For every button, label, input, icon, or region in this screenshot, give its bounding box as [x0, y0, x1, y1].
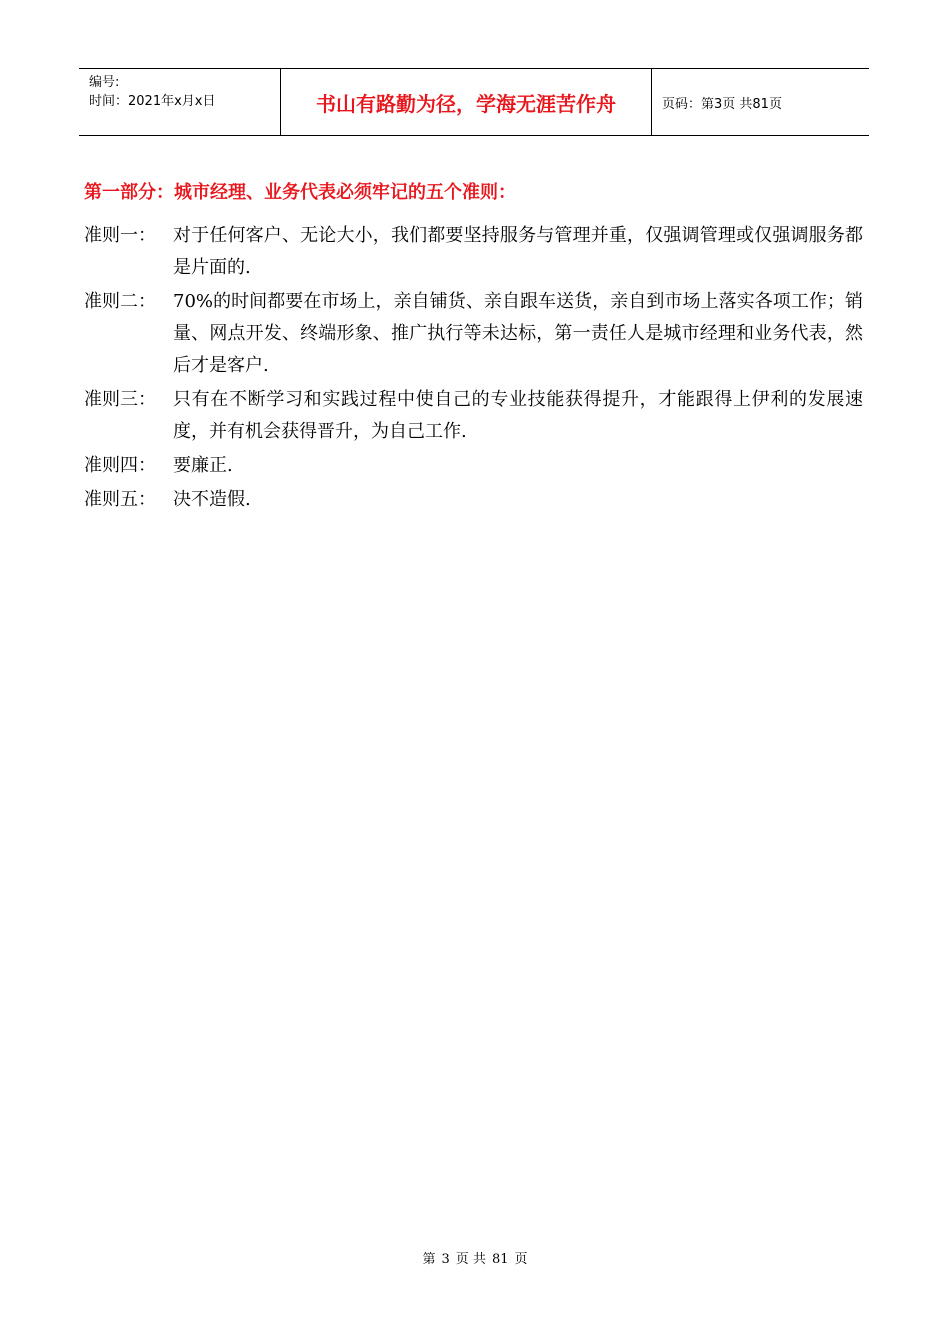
rule-item: [84, 384, 864, 448]
footer-page-total: 81: [491, 1252, 509, 1267]
page-footer: [0, 1248, 950, 1267]
rule-text: 只有在不断学习和实践过程中使自己的专业技能获得提升，才能跟得上伊利的发展速度，并有机会获得晋升，为自己工作.: [173, 389, 863, 442]
doc-number-label: 编号:: [89, 75, 120, 90]
document-header: [79, 68, 869, 136]
rule-item: [84, 484, 864, 516]
section-title: 第一部分：城市经理、业务代表必须牢记的五个准则：: [84, 182, 516, 203]
header-motto: 书山有路勤为径，学海无涯苦作舟: [281, 69, 652, 135]
rules-list: [84, 220, 864, 518]
rule-item: [84, 286, 864, 382]
rule-label: 准则五：: [84, 489, 156, 510]
header-meta: [79, 69, 281, 135]
rule-text: 决不造假.: [173, 489, 251, 510]
rule-text: 70%的时间都要在市场上，亲自铺货、亲自跟车送货，亲自到市场上落实各项工作；销量、网点开发、终端形象、推广执行等未达标，第一责任人是城市经理和业务代表，然后才是客户.: [173, 291, 863, 376]
rule-label: 准则一：: [84, 225, 156, 246]
rule-item: [84, 220, 864, 284]
rule-label: 准则四：: [84, 455, 156, 476]
footer-suffix: 页: [514, 1252, 528, 1267]
doc-time-label: 时间：2021年x月x日: [89, 94, 216, 109]
header-page-info: 页码：第3页 共81页: [662, 96, 782, 112]
rule-text: 对于任何客户、无论大小，我们都要坚持服务与管理并重，仅强调管理或仅强调服务都是片面的.: [173, 225, 863, 278]
footer-page-number: 3: [441, 1252, 450, 1267]
footer-prefix: 第: [422, 1252, 436, 1267]
rule-label: 准则二：: [84, 291, 156, 312]
rule-item: [84, 450, 864, 482]
rule-text: 要廉正.: [173, 455, 233, 476]
rule-label: 准则三：: [84, 389, 156, 410]
footer-mid: 页 共: [455, 1252, 486, 1267]
